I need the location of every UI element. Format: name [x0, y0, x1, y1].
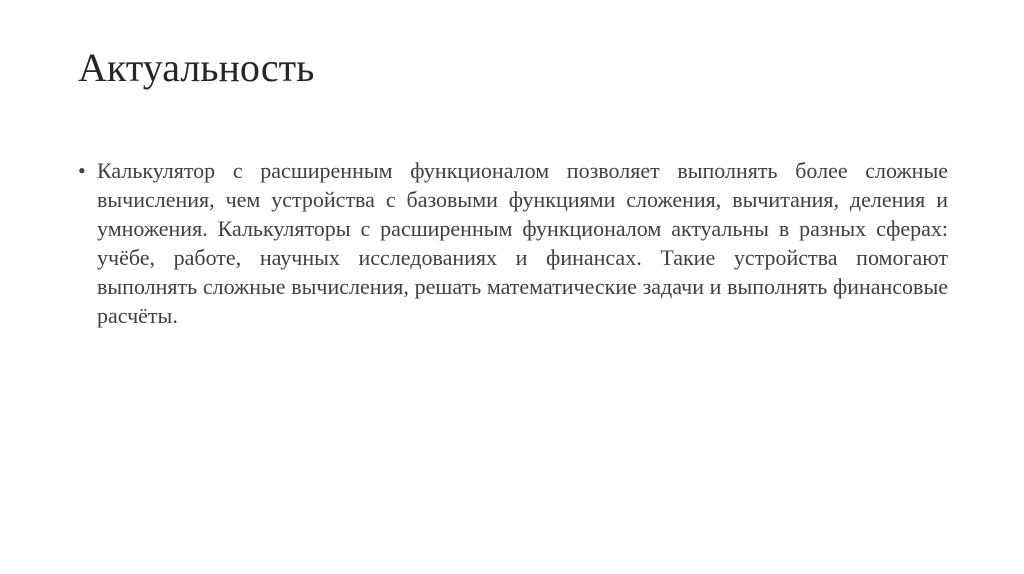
bullet-item [78, 156, 948, 330]
bullet-marker: • [78, 158, 86, 183]
bullet-list [78, 156, 948, 330]
bullet-text: Калькулятор с расширенным функционалом позволяет выполнять более сложные вычисления, чем устройства с базовыми функциями сложения, вычитания, деления и умножения. Калькуляторы с расширенным функционалом актуальны в разных сферах: учёбе, работе, научных исследованиях и финансах. Такие устройства помогают выполнять сложные вычисления, решать математические задачи и выполнять финансовые расчёты. [97, 158, 948, 328]
slide-title: Актуальность [78, 45, 315, 90]
